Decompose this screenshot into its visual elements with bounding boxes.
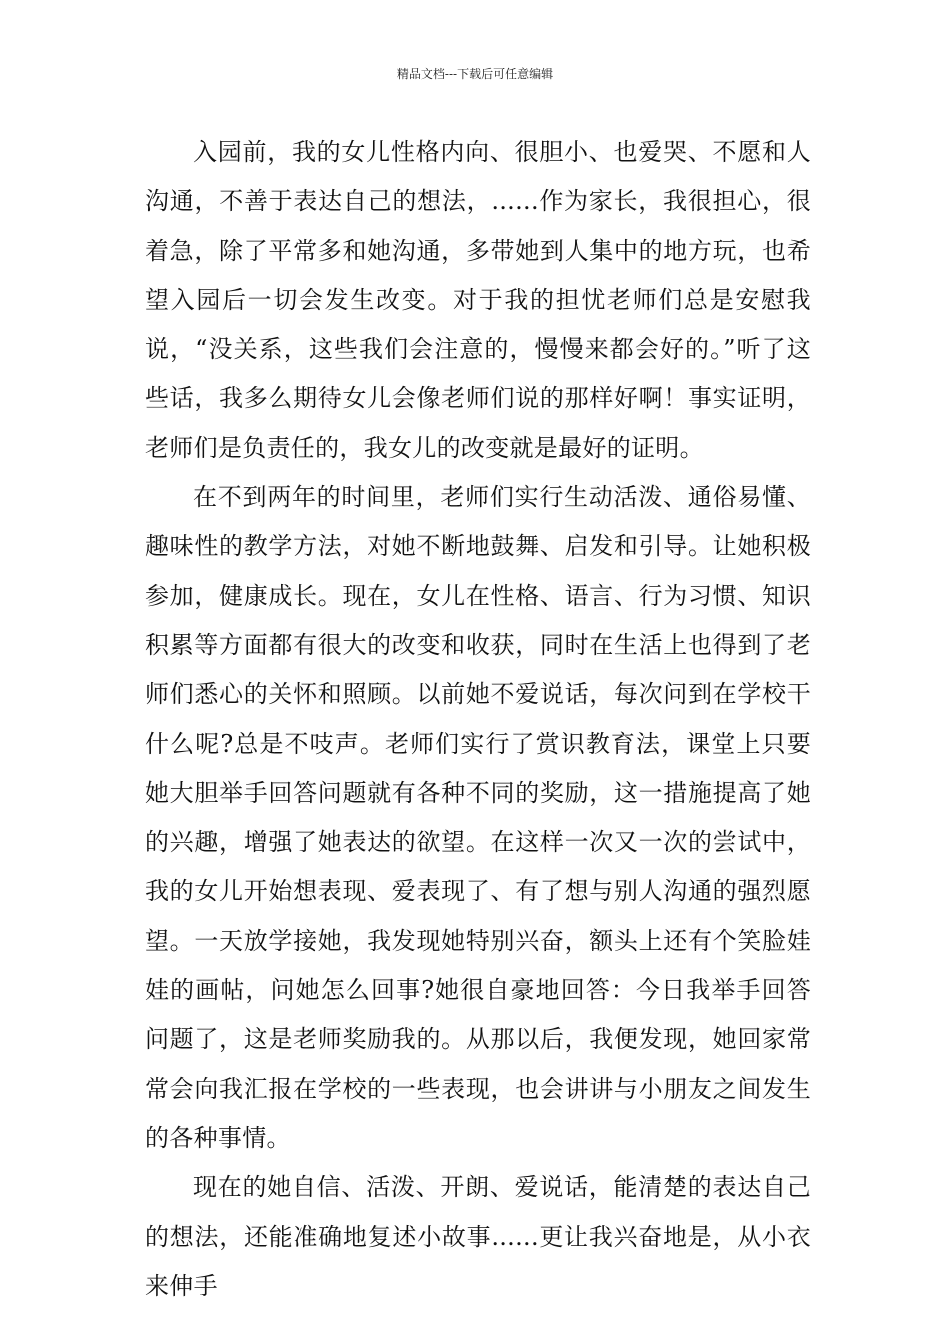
paragraph-2: 在不到两年的时间里，老师们实行生动活泼、通俗易懂、趣味性的教学方法，对她不断地鼓舞、启发和引导。让她积极参加，健康成长。现在，女儿在性格、语言、行为习惯、知识积累等方面都有很大的改变和收获，同时在生活上也得到了老师们悉心的关怀和照顾。以前她不爱说话，每次问到在学校干什么呢?总是不吱声。老师们实行了赏识教育法，课堂上只要她大胆举手回答问题就有各种不同的奖励，这一措施提高了她的兴趣，增强了她表达的欲望。在这样一次又一次的尝试中，我的女儿开始想表现、爱表现了、有了想与别人沟通的强烈愿望。一天放学接她，我发现她特别兴奋，额头上还有个笑脸娃娃的画帖，问她怎么回事?她很自豪地回答：今日我举手回答问题了，这是老师奖励我的。从那以后，我便发现，她回家常常会向我汇报在学校的一些表现，也会讲讲与小朋友之间发生的各种事情。 (145, 483, 811, 1152)
paragraph-1: 入园前，我的女儿性格内向、很胆小、也爱哭、不愿和人沟通，不善于表达自己的想法，......作为家长，我很担心，很着急，除了平常多和她沟通，多带她到人集中的地方玩，也希望入园后一切会发生改变。对于我的担忧老师们总是安慰我说，“没关系，这些我们会注意的，慢慢来都会好的。”听了这些话，我多么期待女儿会像老师们说的那样好啊！事实证明，老师们是负责任的，我女儿的改变就是最好的证明。 (145, 138, 811, 462)
page-header: 精品文档---下载后可任意编辑 (396, 67, 554, 81)
document-body (145, 128, 811, 1311)
paragraph-3: 现在的她自信、活泼、开朗、爱说话，能清楚的表达自己的想法，还能准确地复述小故事......更让我兴奋地是，从小衣来伸手 (145, 1173, 811, 1300)
